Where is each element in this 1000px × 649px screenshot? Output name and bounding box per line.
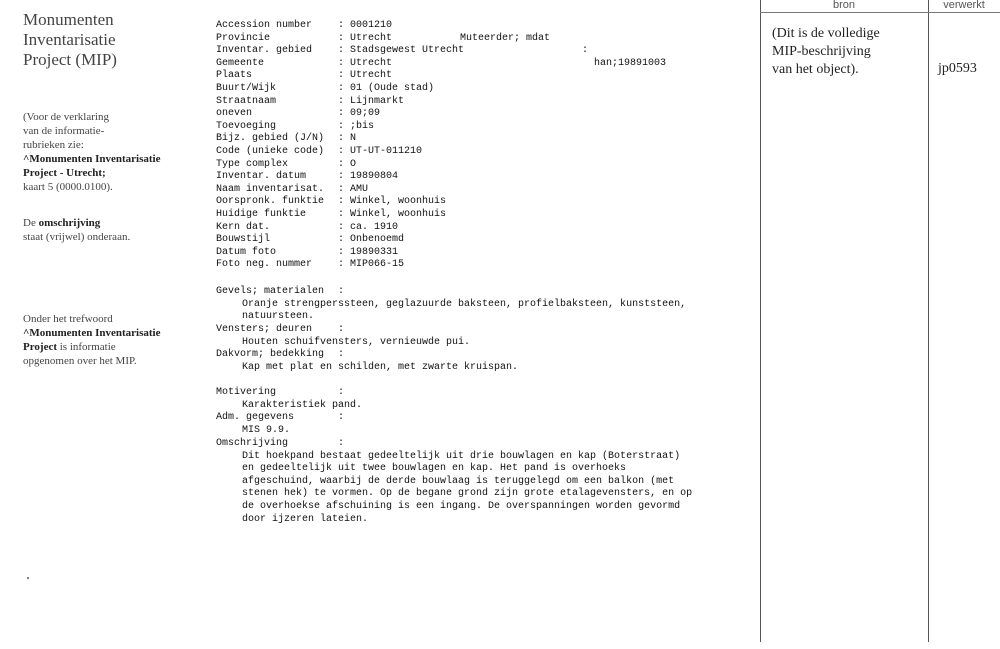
record-colon: : (338, 120, 345, 132)
text-block (216, 438, 756, 526)
note-line: van de informatie- (23, 125, 105, 137)
speck-dot (27, 577, 29, 579)
mutator-value: han;19891003 (594, 57, 667, 69)
record-key: Straatnaam (216, 95, 277, 107)
block-heading (216, 412, 756, 425)
record-key: Toevoeging (216, 120, 277, 132)
mutator-colon: : (582, 45, 589, 57)
block-heading (216, 286, 756, 299)
record-colon: : (338, 133, 345, 145)
header-line (760, 12, 1000, 13)
record-value: MIP066-15 (350, 259, 405, 271)
sidebar-title (23, 10, 203, 70)
note-bold: Project (23, 341, 57, 353)
block-body-line: natuursteen. (242, 311, 315, 323)
text-block (216, 412, 756, 437)
record-colon: : (338, 221, 345, 233)
note-omschrijving (23, 216, 203, 244)
block-heading-text: Dakvorm; bedekking (216, 349, 325, 360)
block-colon: : (338, 324, 345, 335)
block-heading-text: Adm. gegevens (216, 412, 295, 423)
record-key: Kern dat. (216, 221, 271, 233)
record-colon: : (338, 234, 345, 246)
record-key: Accession number (216, 20, 313, 31)
record-key: Bijz. gebied (J/N) (216, 133, 325, 145)
text-block (216, 324, 756, 349)
block-body-line: Karakteristiek pand. (242, 399, 363, 411)
note-text: De (23, 217, 39, 229)
record-value: 0001210 (350, 20, 393, 31)
record-key: Buurt/Wijk (216, 83, 277, 94)
column-line-mid (928, 0, 929, 642)
block-body-line: MIS 9.9. (242, 424, 291, 436)
block-heading-text: Vensters; deuren (216, 324, 313, 335)
record-value: 19890804 (350, 171, 399, 183)
record-colon: : (338, 108, 345, 120)
record-key: Oorspronk. funktie (216, 196, 325, 208)
block-heading (216, 349, 756, 362)
record-value: UT-UT-011210 (350, 146, 423, 157)
block-colon: : (338, 286, 345, 297)
record-key: Type complex (216, 158, 289, 170)
block-body-line: en gedeeltelijk uit twee bouwlagen en kap. Het pand is overhoeks (242, 463, 627, 475)
record-colon: : (338, 171, 345, 183)
record-key: Datum foto (216, 246, 277, 258)
record-colon: : (338, 158, 345, 170)
record-key: oneven (216, 108, 253, 120)
record-key: Bouwstijl (216, 234, 271, 246)
block-body-line: stenen hek) te vormen. Op de begane grond zijn grote etalagevensters, en op (242, 488, 693, 500)
note-bold: omschrijving (38, 217, 101, 229)
record-value: Utrecht (350, 70, 393, 82)
note-line: opgenomen over het MIP. (23, 355, 137, 367)
record-key: Foto neg. nummer (216, 259, 313, 271)
block-body-line: Oranje strengperssteen, geglazuurde baksteen, profielbaksteen, kunststeen, (242, 298, 687, 310)
record-value: N (350, 133, 357, 145)
block-heading-text: Motivering (216, 387, 277, 398)
record-value: Utrecht (350, 57, 393, 69)
note-line: Onder het trefwoord (23, 313, 113, 325)
block-heading-text: Omschrijving (216, 438, 289, 449)
block-body-line: door ijzeren lateien. (242, 513, 369, 525)
record-value: O (350, 158, 357, 170)
block-body-line: Dit hoekpand bestaat gedeeltelijk uit drie bouwlagen en kap (Boterstraat) (242, 450, 681, 462)
column-line-left (760, 0, 761, 642)
record-colon: : (338, 83, 345, 94)
record-key: Code (unieke code) (216, 146, 325, 157)
mutator-label: Muteerder; mdat (460, 32, 551, 44)
note-text: is informatie (57, 341, 116, 353)
record-colon: : (338, 20, 345, 31)
record-value: 01 (Oude stad) (350, 83, 435, 94)
text-block (216, 286, 756, 324)
bron-line: (Dit is de volledige (772, 26, 880, 41)
note-trefwoord (23, 312, 203, 368)
record-key: Gemeente (216, 57, 265, 69)
title-line: Inventarisatie (23, 30, 116, 49)
bron-line: MIP-beschrijving (772, 44, 871, 59)
record-value: Onbenoemd (350, 234, 405, 246)
record-value: 19890331 (350, 246, 399, 258)
block-body-line: de overhoekse afschuining is een ingang. De overspanningen worden gevormd (242, 500, 681, 512)
note-line: (Voor de verklaring (23, 111, 109, 123)
bron-line: van het object). (772, 62, 859, 77)
record-key: Provincie (216, 32, 271, 44)
record-key: Plaats (216, 70, 253, 82)
record-key: Huidige funktie (216, 209, 307, 220)
title-line: Project (MIP) (23, 50, 117, 69)
note-bold: ^Monumenten Inventarisatie (23, 327, 161, 339)
bron-text (772, 25, 922, 79)
block-body-line: afgeschuind, waarbij de derde bouwlaag is teruggelegd om een balkon (met (242, 475, 675, 487)
text-block (216, 387, 756, 412)
record-value: Lijnmarkt (350, 95, 405, 107)
note-bold: ^Monumenten Inventarisatie (23, 153, 161, 165)
block-colon: : (338, 412, 345, 423)
record-key: Naam inventarisat. (216, 183, 325, 195)
block-heading-text: Gevels; materialen (216, 286, 325, 297)
note-line: staat (vrijwel) onderaan. (23, 231, 131, 243)
record-colon: : (338, 146, 345, 157)
record-value: Winkel, woonhuis (350, 196, 447, 208)
record-key: Inventar. gebied (216, 45, 313, 57)
record-colon: : (338, 95, 345, 107)
text-block (216, 349, 756, 374)
record-colon: : (338, 196, 345, 208)
block-colon: : (338, 387, 345, 398)
record-value: ;bis (350, 120, 375, 132)
record-colon: : (338, 57, 345, 69)
record-colon: : (338, 32, 345, 44)
bron-header: bron (832, 0, 856, 11)
block-heading (216, 324, 756, 337)
record-value: Winkel, woonhuis (350, 209, 447, 220)
note-bold: Project - Utrecht; (23, 167, 106, 179)
record-value: Stadsgewest Utrecht (350, 45, 465, 57)
note-verklaring (23, 110, 203, 194)
record-colon: : (338, 45, 345, 57)
verwerkt-header: verwerkt (943, 0, 985, 11)
verwerkt-value: jp0593 (938, 61, 977, 76)
block-heading (216, 438, 756, 451)
note-line: kaart 5 (0000.0100). (23, 181, 113, 193)
block-colon: : (338, 438, 345, 449)
record-value: ca. 1910 (350, 221, 399, 233)
title-line: Monumenten (23, 10, 114, 29)
record-colon: : (338, 70, 345, 82)
record-value: AMU (350, 183, 369, 195)
sidebar (23, 10, 203, 367)
record-colon: : (338, 209, 345, 220)
block-body-line: Kap met plat en schilden, met zwarte kruispan. (242, 361, 519, 373)
record-key: Inventar. datum (216, 171, 307, 183)
block-body-line: Houten schuifvensters, vernieuwde pui. (242, 336, 471, 348)
note-line: rubrieken zie: (23, 139, 84, 151)
record-colon: : (338, 183, 345, 195)
record-colon: : (338, 246, 345, 258)
record-value: Utrecht (350, 32, 393, 44)
record-colon: : (338, 259, 345, 271)
block-heading (216, 387, 756, 400)
record-value: 09;09 (350, 108, 381, 120)
block-colon: : (338, 349, 345, 360)
